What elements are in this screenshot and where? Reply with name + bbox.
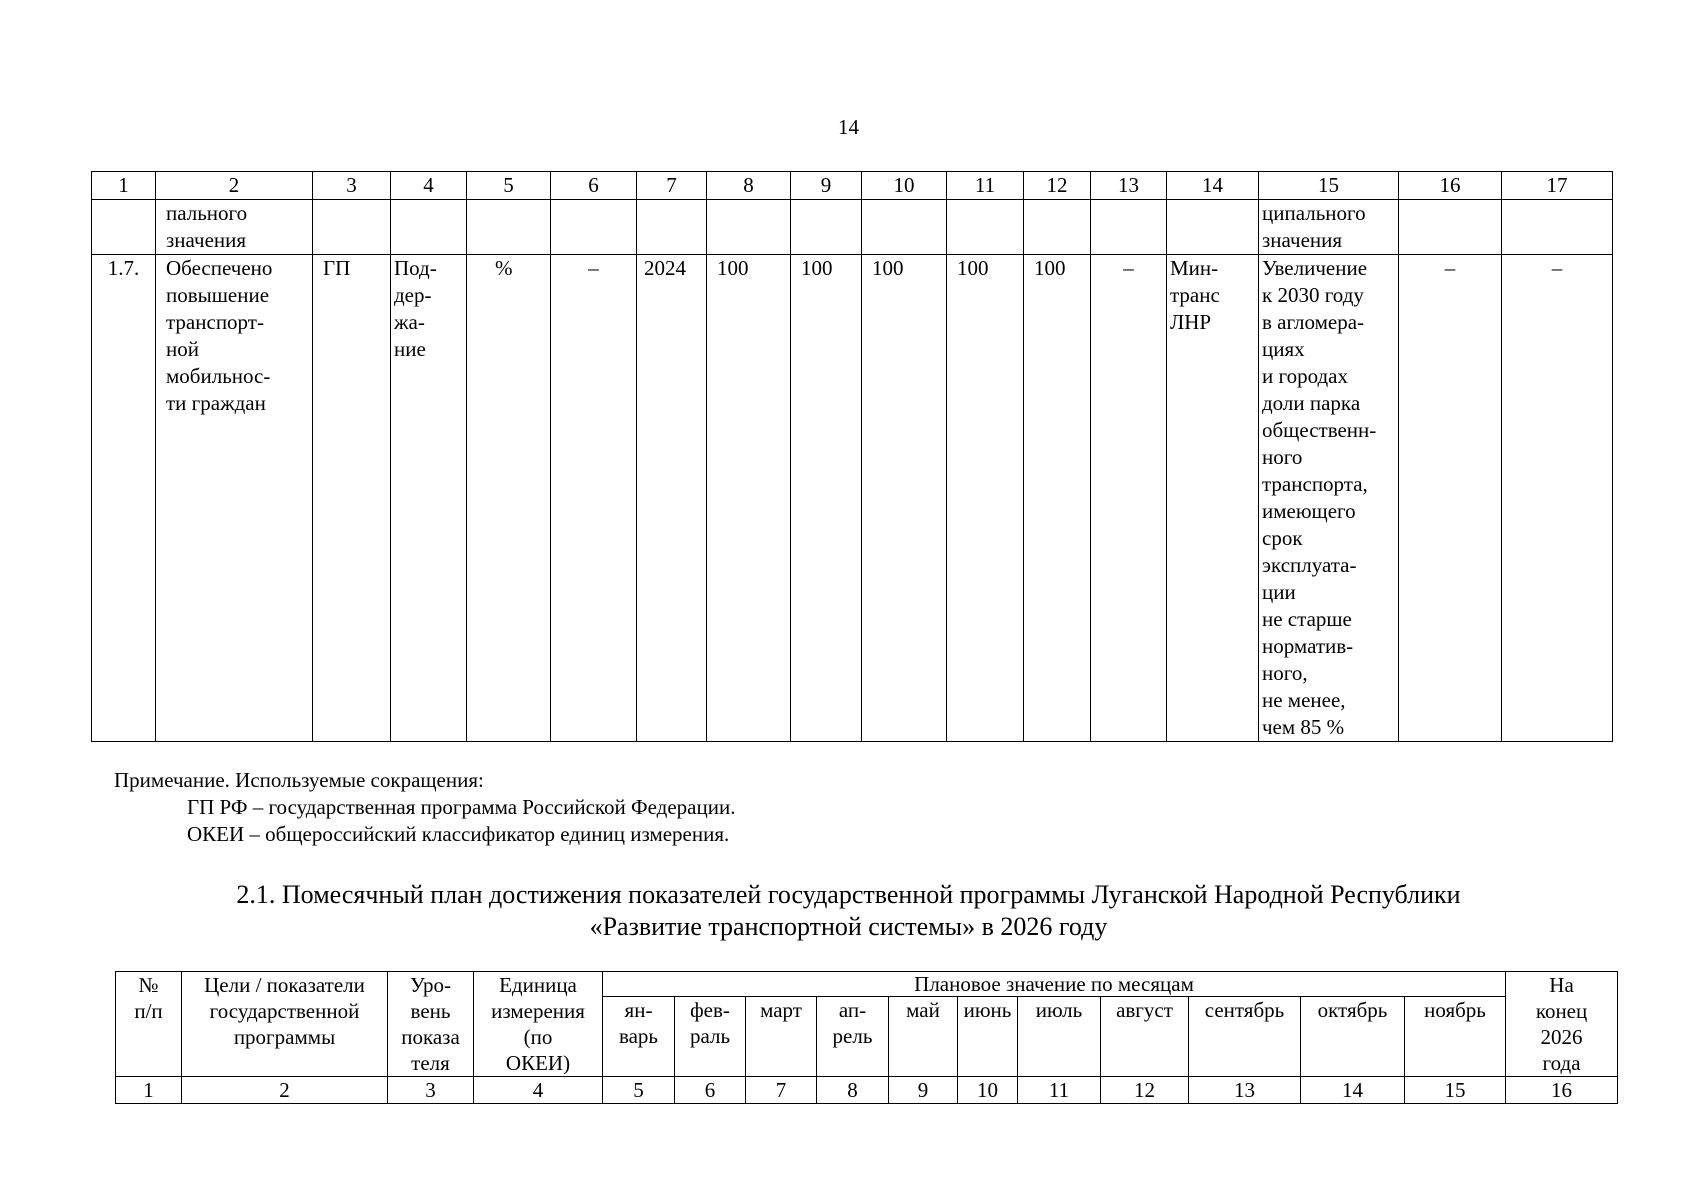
row-number-cell: 1.7. xyxy=(92,255,156,742)
column-number: 3 xyxy=(388,1077,474,1104)
column-number: 14 xyxy=(1167,172,1259,200)
column-number: 16 xyxy=(1506,1077,1618,1104)
table-cell xyxy=(947,200,1024,255)
column-number: 15 xyxy=(1405,1077,1506,1104)
level-cell: ГП xyxy=(313,255,391,742)
page-number: 14 xyxy=(838,115,859,139)
header-row xyxy=(116,972,1618,997)
column-numbers-row xyxy=(92,172,1613,200)
table-cell xyxy=(551,200,637,255)
section-heading xyxy=(0,879,1697,943)
header-cell-unit: Единица измерения (по ОКЕИ) xyxy=(474,972,603,1077)
column-number: 9 xyxy=(791,172,862,200)
month-header: июнь xyxy=(958,997,1018,1077)
monthly-plan-table xyxy=(115,971,1618,1104)
column-number: 2 xyxy=(182,1077,388,1104)
column-number: 1 xyxy=(116,1077,182,1104)
table-cell xyxy=(313,200,391,255)
header-cell-months-title: Плановое значение по месяцам xyxy=(603,972,1506,997)
note-item: ОКЕИ – общероссийский классификатор единиц измерения. xyxy=(187,822,730,846)
indicators-table xyxy=(91,171,1613,742)
column-number: 12 xyxy=(1024,172,1091,200)
column-number: 4 xyxy=(391,172,467,200)
column-number: 14 xyxy=(1301,1077,1405,1104)
header-cell-level: Уро- вень показа теля xyxy=(388,972,474,1077)
column-number: 5 xyxy=(603,1077,675,1104)
abbreviations-note xyxy=(114,767,735,848)
column-numbers-row xyxy=(116,1077,1618,1104)
table-cell: – xyxy=(1091,255,1167,742)
column-number: 11 xyxy=(1018,1077,1101,1104)
table-cell xyxy=(1091,200,1167,255)
month-header: август xyxy=(1101,997,1189,1077)
responsible-cell: Мин- транс ЛНР xyxy=(1167,255,1259,742)
table-cell xyxy=(1399,200,1502,255)
note-item: ГП РФ – государственная программа Российской Федерации. xyxy=(187,795,736,819)
table-cell xyxy=(862,200,947,255)
table-cell: – xyxy=(1399,255,1502,742)
table-cell xyxy=(92,200,156,255)
header-cell-year-end: На конец 2026 года xyxy=(1506,972,1618,1077)
column-number: 6 xyxy=(675,1077,746,1104)
column-number: 16 xyxy=(1399,172,1502,200)
month-header: ап- рель xyxy=(817,997,889,1077)
month-header: фев- раль xyxy=(675,997,746,1077)
column-number: 8 xyxy=(817,1077,889,1104)
table-cell xyxy=(637,200,707,255)
column-number: 11 xyxy=(947,172,1024,200)
column-number: 13 xyxy=(1189,1077,1301,1104)
heading-line: «Развитие транспортной системы» в 2026 году xyxy=(589,912,1108,941)
continuation-row xyxy=(92,200,1613,255)
column-number: 10 xyxy=(862,172,947,200)
header-cell-number: № п/п xyxy=(116,972,182,1077)
month-header: ян- варь xyxy=(603,997,675,1077)
base-year-cell: 2024 xyxy=(637,255,707,742)
table-cell xyxy=(707,200,791,255)
value-cell: 100 xyxy=(947,255,1024,742)
table-cell: – xyxy=(1502,255,1613,742)
month-header: октябрь xyxy=(1301,997,1405,1077)
column-number: 3 xyxy=(313,172,391,200)
value-cell: 100 xyxy=(1024,255,1091,742)
table-cell xyxy=(791,200,862,255)
value-cell: 100 xyxy=(791,255,862,742)
table-cell xyxy=(1024,200,1091,255)
table-cell xyxy=(1167,200,1259,255)
column-number: 13 xyxy=(1091,172,1167,200)
heading-line: 2.1. Помесячный план достижения показателей государственной программы Луганской Народной Республики xyxy=(236,880,1461,909)
column-number: 9 xyxy=(889,1077,958,1104)
column-number: 8 xyxy=(707,172,791,200)
value-cell: 100 xyxy=(707,255,791,742)
column-number: 7 xyxy=(637,172,707,200)
table-row xyxy=(92,255,1613,742)
column-number: 2 xyxy=(156,172,313,200)
indicator-name-cell: пального значения xyxy=(156,200,313,255)
note-title: Примечание. Используемые сокращения: xyxy=(114,768,484,792)
column-number: 7 xyxy=(746,1077,817,1104)
table-cell: – xyxy=(551,255,637,742)
column-number: 6 xyxy=(551,172,637,200)
month-header: ноябрь xyxy=(1405,997,1506,1077)
unit-cell: % xyxy=(467,255,551,742)
column-number: 4 xyxy=(474,1077,603,1104)
type-cell: Под- дер- жа- ние xyxy=(391,255,467,742)
month-header: май xyxy=(889,997,958,1077)
month-header: март xyxy=(746,997,817,1077)
header-cell-goal: Цели / показатели государственной программы xyxy=(182,972,388,1077)
column-number: 5 xyxy=(467,172,551,200)
column-number: 10 xyxy=(958,1077,1018,1104)
link-cell: ципального значения xyxy=(1259,200,1399,255)
month-header: июль xyxy=(1018,997,1101,1077)
column-number: 1 xyxy=(92,172,156,200)
link-cell: Увеличение к 2030 году в агломера- циях и городах доли парка общественн- ного транспорта, имеющего срок эксплуата- ции не старше норматив- ного, не менее, чем 85 % xyxy=(1259,255,1399,742)
table-cell xyxy=(1502,200,1613,255)
month-header: сентябрь xyxy=(1189,997,1301,1077)
value-cell: 100 xyxy=(862,255,947,742)
indicator-name-cell: Обеспечено повышение транспорт- ной мобильнос- ти граждан xyxy=(156,255,313,742)
table-cell xyxy=(391,200,467,255)
column-number: 12 xyxy=(1101,1077,1189,1104)
column-number: 15 xyxy=(1259,172,1399,200)
table-cell xyxy=(467,200,551,255)
column-number: 17 xyxy=(1502,172,1613,200)
